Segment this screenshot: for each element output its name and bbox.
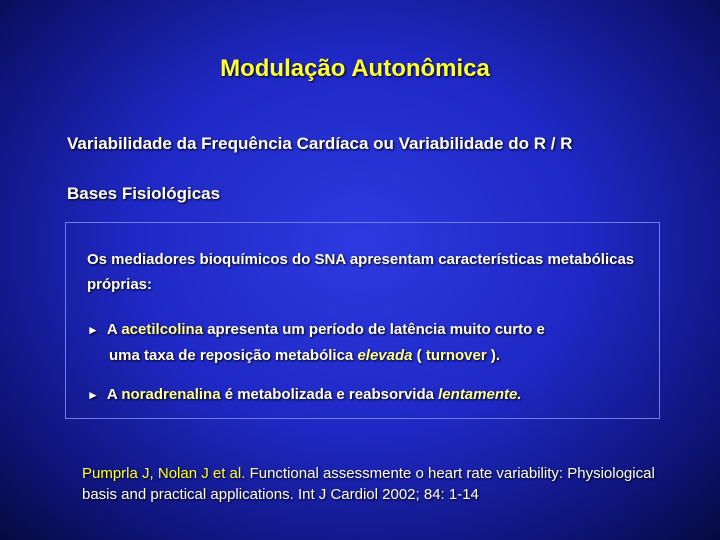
bullet1-term: turnover <box>425 347 487 364</box>
reference-citation <box>82 463 682 505</box>
slide-title: Modulação Autonômica <box>220 55 490 82</box>
reference-authors: Pumprla J, Nolan J et al. <box>82 465 246 482</box>
bullet1-line2-start: uma taxa de reposição metabólica <box>109 347 358 364</box>
bullet1-prefix: A <box>106 321 122 338</box>
bullet2-emphasis: lentamente. <box>438 386 522 403</box>
bullet1-emphasis: elevada <box>357 347 413 364</box>
bullet1-middle: apresenta um período de latência muito curto e <box>203 321 545 338</box>
section-heading: Bases Fisiológicas <box>67 184 221 203</box>
bullet2-highlight: noradrenalina <box>121 386 221 403</box>
bullet1-paren-close: ). <box>486 347 501 364</box>
bullet2-middle: é metabolizada e reabsorvida <box>220 386 439 403</box>
reference-text: Functional assessmente o heart rate variability: Physiological basis and practical applications. Int J Cardiol 2002; 84: 1-14 <box>82 465 655 503</box>
bullet-arrow-icon: ► <box>87 323 99 337</box>
bullet-acetilcolina <box>87 317 647 368</box>
bullet-noradrenalina <box>87 382 647 408</box>
bullet-arrow-icon: ► <box>87 388 99 402</box>
content-box <box>65 222 660 419</box>
bullet1-line2 <box>87 343 647 368</box>
intro-text: Os mediadores bioquímicos do SNA apresentam características metabólicas próprias: <box>87 251 635 293</box>
slide-subtitle: Variabilidade da Frequência Cardíaca ou Variabilidade do R / R <box>67 134 573 153</box>
bullet1-paren-open: ( <box>412 347 426 364</box>
bullet2-prefix: A <box>106 386 122 403</box>
bullet1-highlight: acetilcolina <box>121 321 204 338</box>
